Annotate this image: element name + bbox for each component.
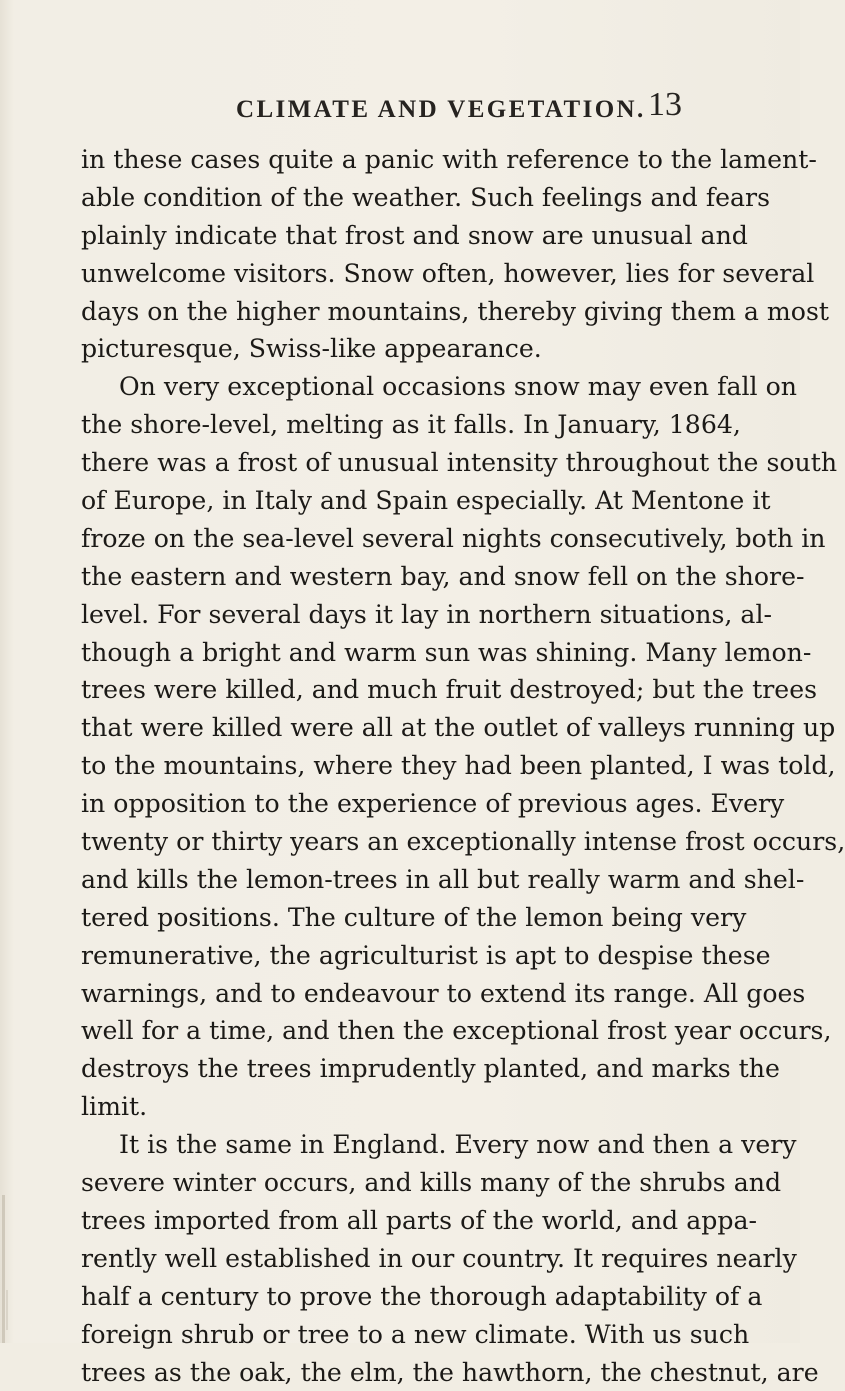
page-edge-shadow (6, 1290, 8, 1330)
text-line: there was a frost of unusual intensity throughout the south (81, 444, 721, 482)
text-line: to the mountains, where they had been planted, I was told, (81, 747, 721, 785)
page-number: 13 (648, 86, 682, 124)
text-line: able condition of the weather. Such feelings and fears (81, 179, 721, 217)
text-line: remunerative, the agriculturist is apt to despise these (81, 937, 721, 975)
text-line: foreign shrub or tree to a new climate. With us such (81, 1316, 721, 1354)
text-line: and kills the lemon-trees in all but really warm and shel- (81, 861, 721, 899)
text-line: destroys the trees imprudently planted, and marks the (81, 1050, 721, 1088)
text-line: rently well established in our country. It requires nearly (81, 1240, 721, 1278)
running-head-title: CLIMATE AND VEGETATION. (236, 96, 646, 124)
text-line: twenty or thirty years an exceptionally intense frost occurs, (81, 823, 721, 861)
running-head (0, 96, 800, 136)
text-line: unwelcome visitors. Snow often, however, lies for several (81, 255, 721, 293)
text-line: the eastern and western bay, and snow fell on the shore- (81, 558, 721, 596)
text-line: in these cases quite a panic with reference to the lament- (81, 141, 721, 179)
text-line: half a century to prove the thorough adaptability of a (81, 1278, 721, 1316)
text-line: froze on the sea-level several nights consecutively, both in (81, 520, 721, 558)
text-line: It is the same in England. Every now and then a very (81, 1126, 721, 1164)
text-line: picturesque, Swiss-like appearance. (81, 330, 721, 368)
text-line: in opposition to the experience of previous ages. Every (81, 785, 721, 823)
text-line: tered positions. The culture of the lemon being very (81, 899, 721, 937)
text-line: that were killed were all at the outlet of valleys running up (81, 709, 721, 747)
text-line: though a bright and warm sun was shining. Many lemon- (81, 634, 721, 672)
text-line: the shore-level, melting as it falls. In January, 1864, (81, 406, 721, 444)
text-line: trees were killed, and much fruit destroyed; but the trees (81, 671, 721, 709)
text-line: severe winter occurs, and kills many of the shrubs and (81, 1164, 721, 1202)
text-line: On very exceptional occasions snow may even fall on (81, 368, 721, 406)
text-line: of Europe, in Italy and Spain especially. At Mentone it (81, 482, 721, 520)
text-line: level. For several days it lay in northern situations, al- (81, 596, 721, 634)
text-line: warnings, and to endeavour to extend its range. All goes (81, 975, 721, 1013)
text-line: trees as the oak, the elm, the hawthorn, the chestnut, are (81, 1354, 721, 1391)
text-line: trees imported from all parts of the world, and appa- (81, 1202, 721, 1240)
body-text (81, 141, 721, 1391)
text-line: limit. (81, 1088, 721, 1126)
page-edge-shadow (2, 1195, 5, 1343)
text-line: well for a time, and then the exceptional frost year occurs, (81, 1012, 721, 1050)
text-line: plainly indicate that frost and snow are unusual and (81, 217, 721, 255)
text-line: days on the higher mountains, thereby giving them a most (81, 293, 721, 331)
